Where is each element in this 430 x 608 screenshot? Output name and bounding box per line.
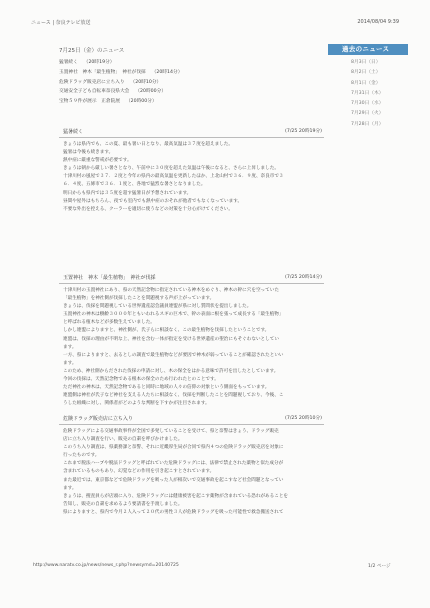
article-line: これまで脱法ハーブや脱法ドラッグと呼ばれていた危険ドラッグには、法律で禁止された薬物と似た成分が [63,461,284,467]
article-dangerous-drugs [59,414,324,517]
past-news-heading: 過去のニュース [328,44,408,55]
article-body [59,284,324,408]
past-news-date-link[interactable]: 8月1日（金） [351,80,381,86]
article-line: ます。 [63,485,77,491]
article-line: しかし連盟によりますと、神社側が、氏子らに相談なく、この最生植物を伐採したということです。 [63,328,270,334]
article-title: 猛暑続く [63,129,84,135]
article-body [59,425,324,517]
past-news-date-link[interactable]: 7月30日（水） [351,101,384,107]
headline-title[interactable]: 宝物５９件が展示 正倉院展 [59,99,120,105]
headline-item[interactable] [59,68,320,78]
article-line: 県によりますと、県内で今月２人入って２０代の男性３人が危険ドラッグを吸った可能性で救急搬送されて [63,509,284,515]
past-news-list [351,58,408,130]
article-line: 猛暑は今後も続きます。 [63,150,114,156]
headline-time: （20時19分） [83,60,115,65]
article-line: 含まれているものもあり、幻覚などの作用を引き起こすとされています。 [63,469,215,475]
headline-title[interactable]: 危険ドラッグ販売店に立ち入り [59,79,125,85]
article-line: 連盟は、伐採の理由が不明な上、神社を含む一体が指定を受ける世界遺産の聖治にもそぐわないとしてい [63,336,279,342]
past-news-date-link[interactable]: 8月3日（日） [351,60,381,65]
article-line: 昼間や屋外はもちろん、夜でも室内でも熱中症のおそれが他者でもなくなっています。 [63,198,243,204]
article-line: きょうは朝から厳しい暑さとなり、午前中に３０度を超えた気温は午後になると、さらに上昇しました。 [63,166,279,172]
article-line: 熱中症に厳重な警戒が必要です。 [63,158,132,164]
page-title: 7月25日（金）のニュース [59,48,125,54]
article-line: きょうは県内でも、この夏、最も暑い日となり、最高気温は３７度を超えました。 [63,142,233,147]
headline-item[interactable] [59,97,320,107]
article-line: と呼ばれる植木などが多数生えていました。 [63,320,155,326]
article-line: 連盟側は神社が氏子など神社を支える人たちに相談なく、伐採を判断したことを問題視しており、今後、こ [63,393,284,399]
article-line: ます。 [63,360,77,366]
headline-item[interactable] [59,78,320,88]
article-time: (7/25 20時19分) [285,129,322,134]
print-header-datetime: 2014/08/04 9:39 [357,19,399,25]
article-line: 不要な外出を控える、クーラーを適切に使うなどの対策を十分心がけてください。 [63,206,233,212]
past-news-sidebar [328,44,408,130]
article-line: ６．４度、五條市で３６．１度と、各地で猛烈な暑さとなりました。 [63,182,206,188]
article-line: きょうは、捜査員らが店頭に入り、危険ドラッグには健康被害を起こす薬物が含まれている恐れがあることを [63,493,289,499]
headline-time: （20時00分） [125,99,157,105]
article-line: 「最生植物」を神社側が伐採したことを問題視する声が上がっています。 [63,296,215,302]
article-line: きょうは、伐採を問題視している世界遺産認会議員連盟が県に対し質問状を提出しました。 [63,304,252,310]
print-footer-page-number: 1/2 ページ [368,564,391,569]
past-news-date-link[interactable]: 7月31日（木） [351,90,384,96]
article-title: 危険ドラッグ販売店に立ち入り [63,416,133,422]
article-title: 玉置神社 神木「最生植物」 神社が伐採 [63,275,156,281]
headline-title[interactable]: 玉置神社 神木「最生植物」 神社が伐採 [59,69,146,75]
headline-time: （20時14分） [151,69,183,75]
article-line: このため、神社側からだされた伐採の申請に対し、木の保全をはかる意味で許可を出したとしています。 [63,368,279,374]
print-header-title: ニュース | 奈良テレビ放送 [31,20,91,26]
news-summary [59,44,320,107]
headline-title[interactable]: 猛暑続く [59,60,78,65]
article-line: このうち入り調査は、県薬務課と奈警、それに近畿厚生局が合同で県内４つの危険ドラッグ販売店を対象に [63,445,284,451]
article-line: うした組織に対し、関係者がどのような判断を下すかが注目されます。 [63,401,210,407]
article-line: 危険ドラッグによる交通事故事件が全国で多発していることを受けて、県と奈警はきょう、ドラッグ販売 [63,429,279,434]
article-line: 今回の伐採は、天然記念物である根本の保全のため行われたとのことです。 [63,377,219,383]
headline-time: （20時00分） [135,89,167,95]
article-line: 告知し、販売の自粛を求めるよう要請書を手渡しました。 [63,501,183,507]
past-news-date-link[interactable]: 7月28日（月） [351,121,384,127]
print-footer-url: http://www.naratv.co.jp/news/news_r.php?newsymd=20140725 [33,563,179,568]
article-line: 玉置神社の神木は樹齢３０００年ともいわれるスギの巨木で、幹の表面に根を張って成長する「最生植物」 [63,312,284,318]
article-header [59,273,324,284]
article-line: 明日からも県内では３５度を超す猛暑日が予想されています。 [63,190,192,196]
article-header [59,414,324,425]
article-line: ます。 [63,344,77,350]
past-news-date-link[interactable]: 8月2日（土） [351,70,381,76]
article-line: 十津川村の玉置神社にあり、県の天然記念物に指定されている神木をめぐり、神木の幹に穴を空っていた [63,288,279,293]
article-time: (7/25 20時14分) [285,275,322,280]
article-line: 一方、県によりますと、去るとしの調査で最生植物などが要因で神木が弱っていることが確認されたといい [63,352,284,358]
article-heat-wave [59,127,324,214]
article-body [59,138,324,214]
headline-time: （20時10分） [130,79,162,85]
headline-title[interactable]: 交通安全子ども自転車奈良県大会 [59,89,130,95]
article-line: また最近では、東京都などで危険ドラッグを吸った人が相次いで交通事故を起こすなど社会問題となってい [63,477,284,483]
article-tamaki-shrine [59,273,324,408]
article-line: 店に立ち入り調査を行い、販売の自粛を呼びかけました。 [63,437,183,443]
article-header [59,127,324,138]
headline-item[interactable] [59,87,320,97]
headline-list [59,58,320,107]
article-line: 十津川村の風屋で３７．２度と今年の県内の最高気温を更新したほか、上北山村で３６．９度、奈良市で３ [63,174,284,180]
article-time: (7/25 20時10分) [285,416,322,421]
article-line: ただ神社の神木は、天然記念物であると同時に地域の人々の信仰の対象という側面をもっています。 [63,385,270,391]
past-news-date-link[interactable]: 7月29日（火） [351,111,384,117]
article-line: 行ったものです。 [63,453,100,459]
headline-item[interactable] [59,58,320,68]
